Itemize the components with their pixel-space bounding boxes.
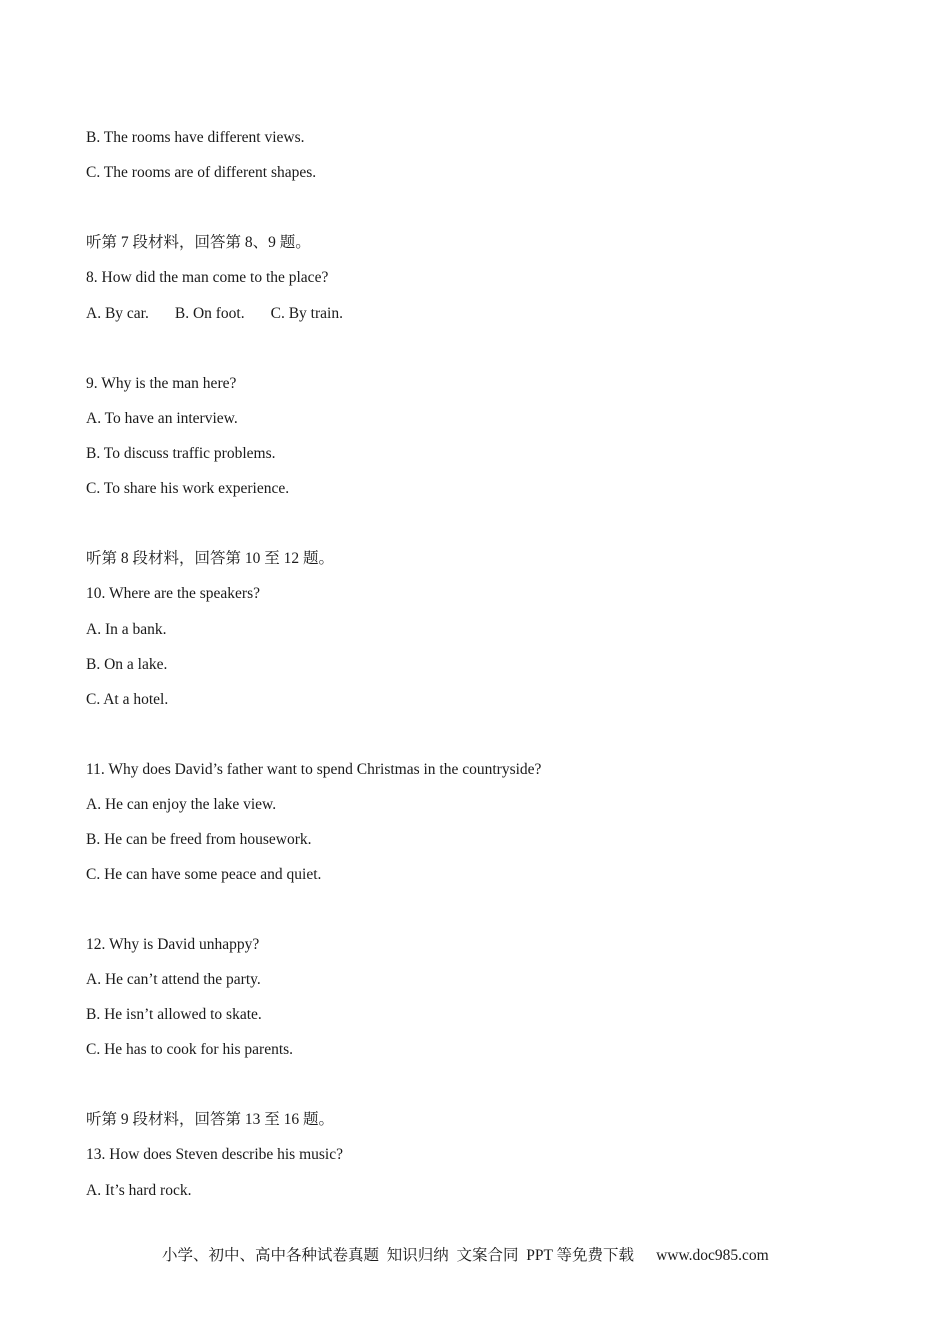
option-11c: C. He can have some peace and quiet. <box>86 866 322 883</box>
option-12b: B. He isn’t allowed to skate. <box>86 1006 262 1023</box>
question-13: 13. How does Steven describe his music? <box>86 1146 343 1163</box>
section-7-header: 听第 7 段材料，回答第 8、9 题。 <box>86 234 311 251</box>
option-11a: A. He can enjoy the lake view. <box>86 796 277 813</box>
option-12c: C. He has to cook for his parents. <box>86 1041 294 1058</box>
option-9a: A. To have an interview. <box>86 410 238 427</box>
page-footer <box>162 1246 769 1266</box>
footer-url[interactable]: www.doc985.com <box>656 1247 769 1264</box>
option-8c: C. By train. <box>270 305 343 322</box>
section-8-header: 听第 8 段材料，回答第 10 至 12 题。 <box>86 550 335 567</box>
question-12: 12. Why is David unhappy? <box>86 936 260 953</box>
option-10b: B. On a lake. <box>86 656 168 673</box>
footer-text: 小学、初中、高中各种试卷真题 知识归纳 文案合同 PPT 等免费下载 <box>162 1247 635 1264</box>
option-10a: A. In a bank. <box>86 621 167 638</box>
option-8b: B. On foot. <box>174 305 245 322</box>
option-7c: C. The rooms are of different shapes. <box>86 164 317 181</box>
option-10c: C. At a hotel. <box>86 691 169 708</box>
question-11: 11. Why does David’s father want to spend Christmas in the countryside? <box>86 761 542 778</box>
option-12a: A. He can’t attend the party. <box>86 971 261 988</box>
question-10: 10. Where are the speakers? <box>86 585 260 602</box>
option-13a: A. It’s hard rock. <box>86 1182 192 1199</box>
option-9c: C. To share his work experience. <box>86 480 290 497</box>
section-9-header: 听第 9 段材料，回答第 13 至 16 题。 <box>86 1111 335 1128</box>
question-9: 9. Why is the man here? <box>86 375 237 392</box>
question-8-options <box>86 304 343 324</box>
option-11b: B. He can be freed from housework. <box>86 831 312 848</box>
option-7b: B. The rooms have different views. <box>86 129 305 146</box>
option-8a: A. By car. <box>86 305 149 322</box>
option-9b: B. To discuss traffic problems. <box>86 445 276 462</box>
question-8: 8. How did the man come to the place? <box>86 269 329 286</box>
